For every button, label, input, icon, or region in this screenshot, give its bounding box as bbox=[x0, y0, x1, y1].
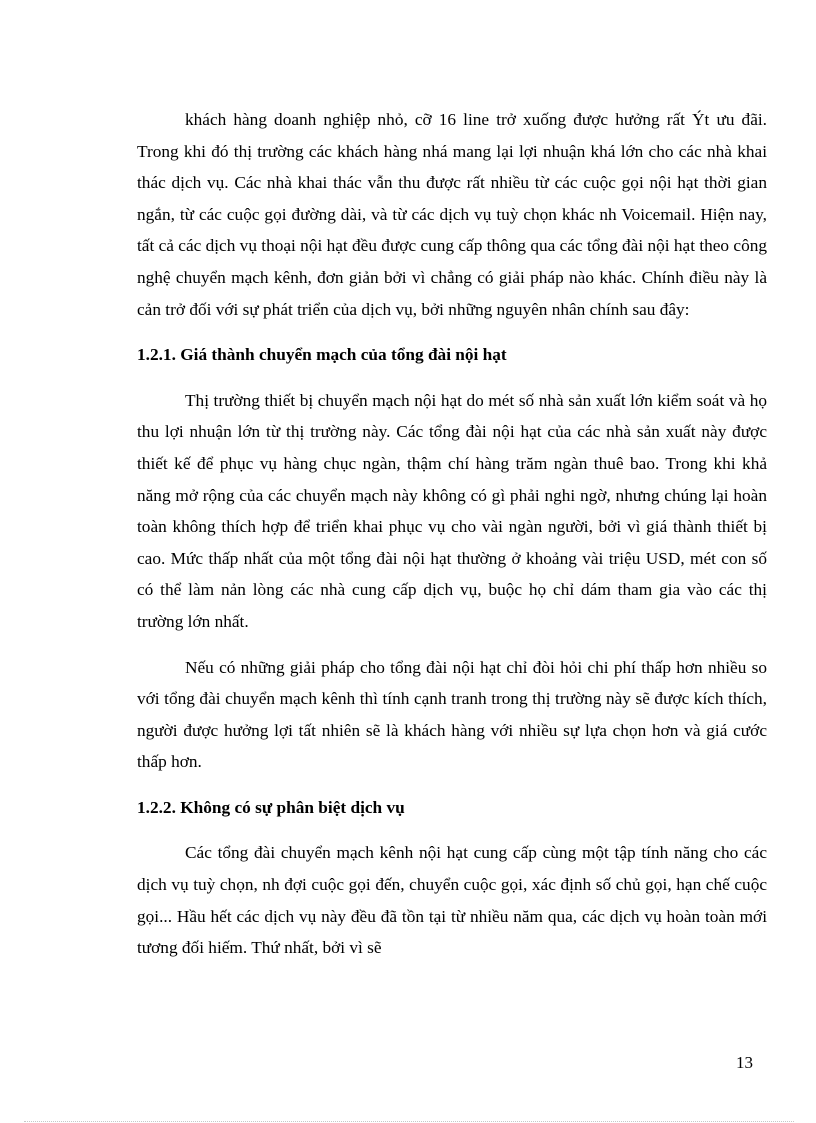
section-heading-1-2-1: 1.2.1. Giá thành chuyển mạch của tổng đài nội hạt bbox=[137, 345, 507, 365]
paragraph-cheaper-solutions: Nếu có những giải pháp cho tổng đài nội hạt chỉ đòi hỏi chi phí thấp hơn nhiều so với tổng đài chuyển mạch kênh thì tính cạnh tranh trong thị trường này sẽ được kích thích, người được hưởng lợi tất nhiên sẽ là khách hàng với nhiều sự lựa chọn hơn và giá cước thấp hơn. bbox=[137, 657, 767, 772]
page-number: 13 bbox=[736, 1053, 753, 1072]
paragraph-switching-cost: Thị trường thiết bị chuyển mạch nội hạt do mét số nhà sản xuất lớn kiểm soát và họ thu lợi nhuận lớn từ thị trường này. Các tổng đài nội hạt của các nhà sản xuất này được thiết kế để phục vụ hàng chục ngàn, thậm chí hàng trăm ngàn thuê bao. Trong khi khả năng mở rộng của các chuyển mạch này không có gì phải nghi ngờ, nhưng chúng lại hoàn toàn không thích hợp để triển khai phục vụ cho vài ngàn người, bởi vì giá thành thiết bị cao. Mức thấp nhất của một tổng đài nội hạt thường ở khoảng vài triệu USD, mét con số có thể làm nản lòng các nhà cung cấp dịch vụ, buộc họ chỉ dám tham gia vào các thị trường lớn nhất. bbox=[137, 390, 767, 631]
paragraph-service-differentiation: Các tổng đài chuyển mạch kênh nội hạt cung cấp cùng một tập tính năng cho các dịch vụ tuỳ chọn, nh đợi cuộc gọi đến, chuyển cuộc gọi, xác định số chủ gọi, hạn chế cuộc gọi... Hầu hết các dịch vụ này đều đã tồn tại từ nhiều năm qua, các dịch vụ hoàn toàn mới tương đối hiếm. Thứ nhất, bởi vì sẽ bbox=[137, 843, 767, 958]
footer-divider bbox=[24, 1121, 794, 1122]
section-heading-1-2-2: 1.2.2. Không có sự phân biệt dịch vụ bbox=[137, 797, 405, 817]
paragraph-intro: khách hàng doanh nghiệp nhỏ, cỡ 16 line trở xuống được hưởng rất Ýt ưu đãi. Trong khi đó thị trường các khách hàng nhá mang lại lợi nhuận khá lớn cho các nhà khai thác dịch vụ. Các nhà khai thác vẫn thu được rất nhiều từ các cuộc gọi nội hạt thời gian ngắn, từ các cuộc gọi đường dài, và từ các dịch vụ tuỳ chọn khác nh Voicemail. Hiện nay, tất cả các dịch vụ thoại nội hạt đều được cung cấp thông qua các tổng đài nội hạt theo công nghệ chuyển mạch kênh, đơn giản bởi vì chẳng có giải pháp nào khác. Chính điều này là cản trở đối với sự phát triển của dịch vụ, bởi những nguyên nhân chính sau đây: bbox=[137, 110, 767, 319]
page-content bbox=[137, 104, 767, 978]
